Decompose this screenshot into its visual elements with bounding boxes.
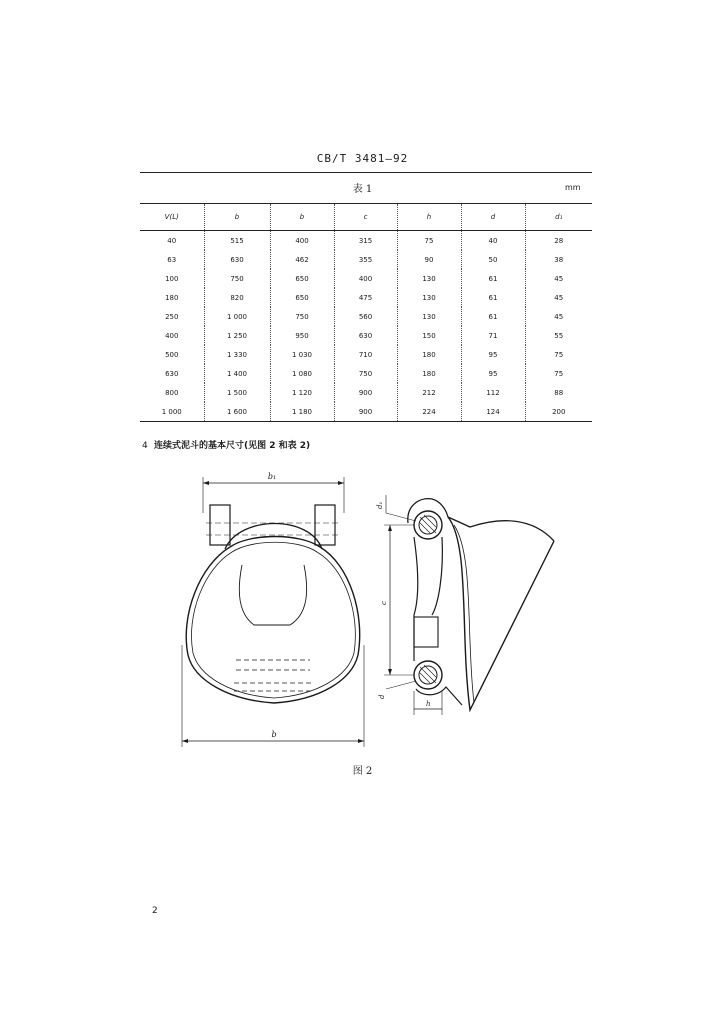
table-cell: 750 <box>204 269 270 288</box>
table-cell: 50 <box>461 250 525 269</box>
table-cell: 650 <box>270 288 334 307</box>
table-cell: 180 <box>165 293 179 302</box>
table-cell: 1 400 <box>204 364 270 383</box>
table-cell: 900 <box>334 402 397 422</box>
table-cell: 1 000 <box>204 307 270 326</box>
table-header-row <box>140 204 592 231</box>
table-cell: 1 120 <box>270 383 334 402</box>
table-unit: mm <box>565 183 581 192</box>
table-row <box>140 364 592 383</box>
table-cell: 1 030 <box>270 345 334 364</box>
table-cell: 560 <box>334 307 397 326</box>
label-c: c <box>380 601 388 605</box>
table-cell: 630 <box>204 250 270 269</box>
table-cell: 1 600 <box>204 402 270 422</box>
table-cell: 800 <box>165 388 179 397</box>
table-cell: 400 <box>270 231 334 251</box>
table-row <box>140 307 592 326</box>
front-view <box>182 477 364 747</box>
table-cell: 112 <box>461 383 525 402</box>
table-cell: 63 <box>167 255 177 264</box>
table-cell: 75 <box>397 231 461 251</box>
table-cell: 71 <box>461 326 525 345</box>
table-cell: 1 000 <box>140 402 204 422</box>
table-row <box>140 288 592 307</box>
column-header: b <box>204 204 270 231</box>
section-heading <box>142 438 310 451</box>
section-title: 连续式泥斗的基本尺寸(见图 2 和表 2) <box>154 441 311 451</box>
table-cell: 130 <box>397 307 461 326</box>
table-cell: 650 <box>270 269 334 288</box>
column-header: h <box>397 204 461 231</box>
table-cell: 710 <box>334 345 397 364</box>
figure-caption: 图 2 <box>352 766 373 777</box>
table-row <box>140 402 592 422</box>
table-cell: 475 <box>334 288 397 307</box>
table-cell: 45 <box>525 307 592 326</box>
table-cell: 40 <box>461 231 525 251</box>
table-cell: 400 <box>334 269 397 288</box>
page-number: 2 <box>152 906 158 916</box>
table-cell: 130 <box>397 288 461 307</box>
standard-number-header: CB/T 3481—92 <box>316 152 409 165</box>
side-view <box>384 495 554 715</box>
table-cell: 100 <box>165 274 179 283</box>
table-cell: 45 <box>525 288 592 307</box>
label-d: d <box>378 694 386 699</box>
table-cell: 900 <box>334 383 397 402</box>
label-d1: d₁ <box>376 501 384 509</box>
label-b1: b₁ <box>267 472 277 481</box>
bucket-drawing <box>170 465 590 755</box>
column-header: b <box>270 204 334 231</box>
table-cell: 28 <box>525 231 592 251</box>
table-cell: 224 <box>397 402 461 422</box>
table-cell: 315 <box>334 231 397 251</box>
table-cell: 180 <box>397 345 461 364</box>
table-cell: 61 <box>461 288 525 307</box>
table-cell: 40 <box>167 236 177 245</box>
table-body <box>140 231 592 422</box>
table-cell: 355 <box>334 250 397 269</box>
table-cell: 88 <box>525 383 592 402</box>
table-cell: 95 <box>461 345 525 364</box>
table-cell: 61 <box>461 269 525 288</box>
table-cell: 124 <box>461 402 525 422</box>
dimension-table <box>140 203 592 422</box>
table-cell: 130 <box>397 269 461 288</box>
table-cell: 75 <box>525 345 592 364</box>
table-cell: 515 <box>204 231 270 251</box>
table-row <box>140 326 592 345</box>
table-cell: 61 <box>461 307 525 326</box>
table-cell: 45 <box>525 269 592 288</box>
header-rule <box>140 172 592 173</box>
table-cell: 250 <box>165 312 179 321</box>
table-cell: 90 <box>397 250 461 269</box>
table-cell: 1 080 <box>270 364 334 383</box>
table-cell: 1 330 <box>204 345 270 364</box>
section-number: 4 <box>142 441 148 451</box>
table-cell: 1 180 <box>270 402 334 422</box>
label-h: h <box>426 700 431 708</box>
table-cell: 150 <box>397 326 461 345</box>
table-cell: 1 500 <box>204 383 270 402</box>
table-cell: 750 <box>270 307 334 326</box>
table-cell: 75 <box>525 364 592 383</box>
table-cell: 500 <box>165 350 179 359</box>
table-cell: 400 <box>165 331 179 340</box>
table-cell: 630 <box>334 326 397 345</box>
table-cell: 1 250 <box>204 326 270 345</box>
table-cell: 750 <box>334 364 397 383</box>
table-cell: 630 <box>165 369 179 378</box>
column-header: d₁ <box>525 204 592 231</box>
table-cell: 820 <box>204 288 270 307</box>
table-cell: 212 <box>397 383 461 402</box>
table-row <box>140 250 592 269</box>
table-cell: 180 <box>397 364 461 383</box>
table-cell: 462 <box>270 250 334 269</box>
table-cell: 38 <box>525 250 592 269</box>
table-row <box>140 383 592 402</box>
column-header: V(L) <box>140 204 204 231</box>
column-header: c <box>334 204 397 231</box>
table-row <box>140 231 592 251</box>
table-cell: 950 <box>270 326 334 345</box>
table-row <box>140 345 592 364</box>
table-cell: 95 <box>461 364 525 383</box>
table-cell: 200 <box>525 402 592 422</box>
table-cell: 55 <box>525 326 592 345</box>
column-header: d <box>461 204 525 231</box>
table-row <box>140 269 592 288</box>
table-title: 表 1 <box>352 184 373 195</box>
label-b: b <box>271 730 277 739</box>
